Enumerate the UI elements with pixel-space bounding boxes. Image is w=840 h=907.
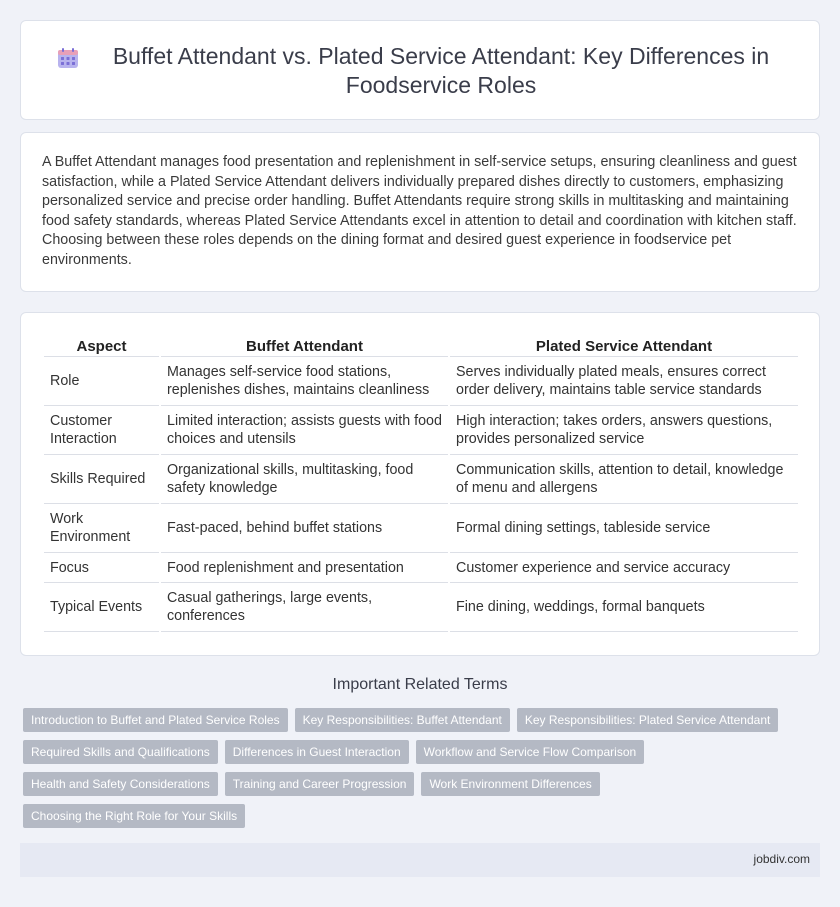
table-cell-aspect: Work Environment xyxy=(44,504,159,553)
header-card xyxy=(20,20,820,120)
related-term-tag[interactable]: Required Skills and Qualifications xyxy=(23,740,218,764)
table-cell-plated: Formal dining settings, tableside service xyxy=(450,504,798,553)
page-title: Buffet Attendant vs. Plated Service Attendant: Key Differences in Foodservice Roles xyxy=(112,43,770,98)
table-row xyxy=(44,455,798,504)
table-cell-aspect: Typical Events xyxy=(44,583,159,632)
table-cell-aspect: Focus xyxy=(44,553,159,583)
table-cell-buffet: Organizational skills, multitasking, food safety knowledge xyxy=(161,455,448,504)
related-terms-tags xyxy=(23,708,813,836)
site-link[interactable]: jobdiv.com xyxy=(753,852,810,866)
table-cell-aspect: Skills Required xyxy=(44,455,159,504)
related-term-tag[interactable]: Differences in Guest Interaction xyxy=(225,740,409,764)
table-cell-plated: Fine dining, weddings, formal banquets xyxy=(450,583,798,632)
intro-card xyxy=(20,132,820,292)
related-term-tag[interactable]: Workflow and Service Flow Comparison xyxy=(416,740,645,764)
related-term-tag[interactable]: Choosing the Right Role for Your Skills xyxy=(23,804,245,828)
related-terms-title: Important Related Terms xyxy=(332,676,508,693)
related-term-tag[interactable]: Health and Safety Considerations xyxy=(23,772,218,796)
table-cell-plated: High interaction; takes orders, answers questions, provides personalized service xyxy=(450,406,798,455)
table-cell-buffet: Limited interaction; assists guests with food choices and utensils xyxy=(161,406,448,455)
table-header-plated: Plated Service Attendant xyxy=(450,335,798,357)
table-cell-buffet: Fast-paced, behind buffet stations xyxy=(161,504,448,553)
table-cell-buffet: Food replenishment and presentation xyxy=(161,553,448,583)
table-header-aspect: Aspect xyxy=(44,335,159,357)
table-row xyxy=(44,504,798,553)
table-header-buffet: Buffet Attendant xyxy=(161,335,448,357)
comparison-table xyxy=(42,335,800,632)
related-term-tag[interactable]: Key Responsibilities: Plated Service Attendant xyxy=(517,708,778,732)
related-term-tag[interactable]: Key Responsibilities: Buffet Attendant xyxy=(295,708,510,732)
footer xyxy=(20,843,820,877)
table-cell-buffet: Casual gatherings, large events, conferences xyxy=(161,583,448,632)
table-row xyxy=(44,357,798,406)
comparison-table-card xyxy=(20,312,820,656)
related-term-tag[interactable]: Training and Career Progression xyxy=(225,772,415,796)
table-cell-buffet: Manages self-service food stations, replenishes dishes, maintains cleanliness xyxy=(161,357,448,406)
table-row xyxy=(44,406,798,455)
table-row xyxy=(44,583,798,632)
table-cell-plated: Communication skills, attention to detail, knowledge of menu and allergens xyxy=(450,455,798,504)
table-row xyxy=(44,553,798,583)
related-term-tag[interactable]: Work Environment Differences xyxy=(421,772,599,796)
table-cell-aspect: Role xyxy=(44,357,159,406)
table-cell-plated: Serves individually plated meals, ensures correct order delivery, maintains table service standards xyxy=(450,357,798,406)
related-term-tag[interactable]: Introduction to Buffet and Plated Service Roles xyxy=(23,708,288,732)
intro-paragraph: A Buffet Attendant manages food presentation and replenishment in self-service setups, ensuring cleanliness and guest satisfaction, while a Plated Service Attendant delivers individually prepared dishes directly to customers, emphasizing personalized service and precise order handling. Buffet Attendants require strong skills in multitasking and maintaining food safety standards, whereas Plated Service Attendants excel in attention to detail and coordination with kitchen staff. Choosing between these roles depends on the dining format and desired guest experience in foodservice pet environments. xyxy=(42,154,797,268)
table-cell-aspect: Customer Interaction xyxy=(44,406,159,455)
table-cell-plated: Customer experience and service accuracy xyxy=(450,553,798,583)
